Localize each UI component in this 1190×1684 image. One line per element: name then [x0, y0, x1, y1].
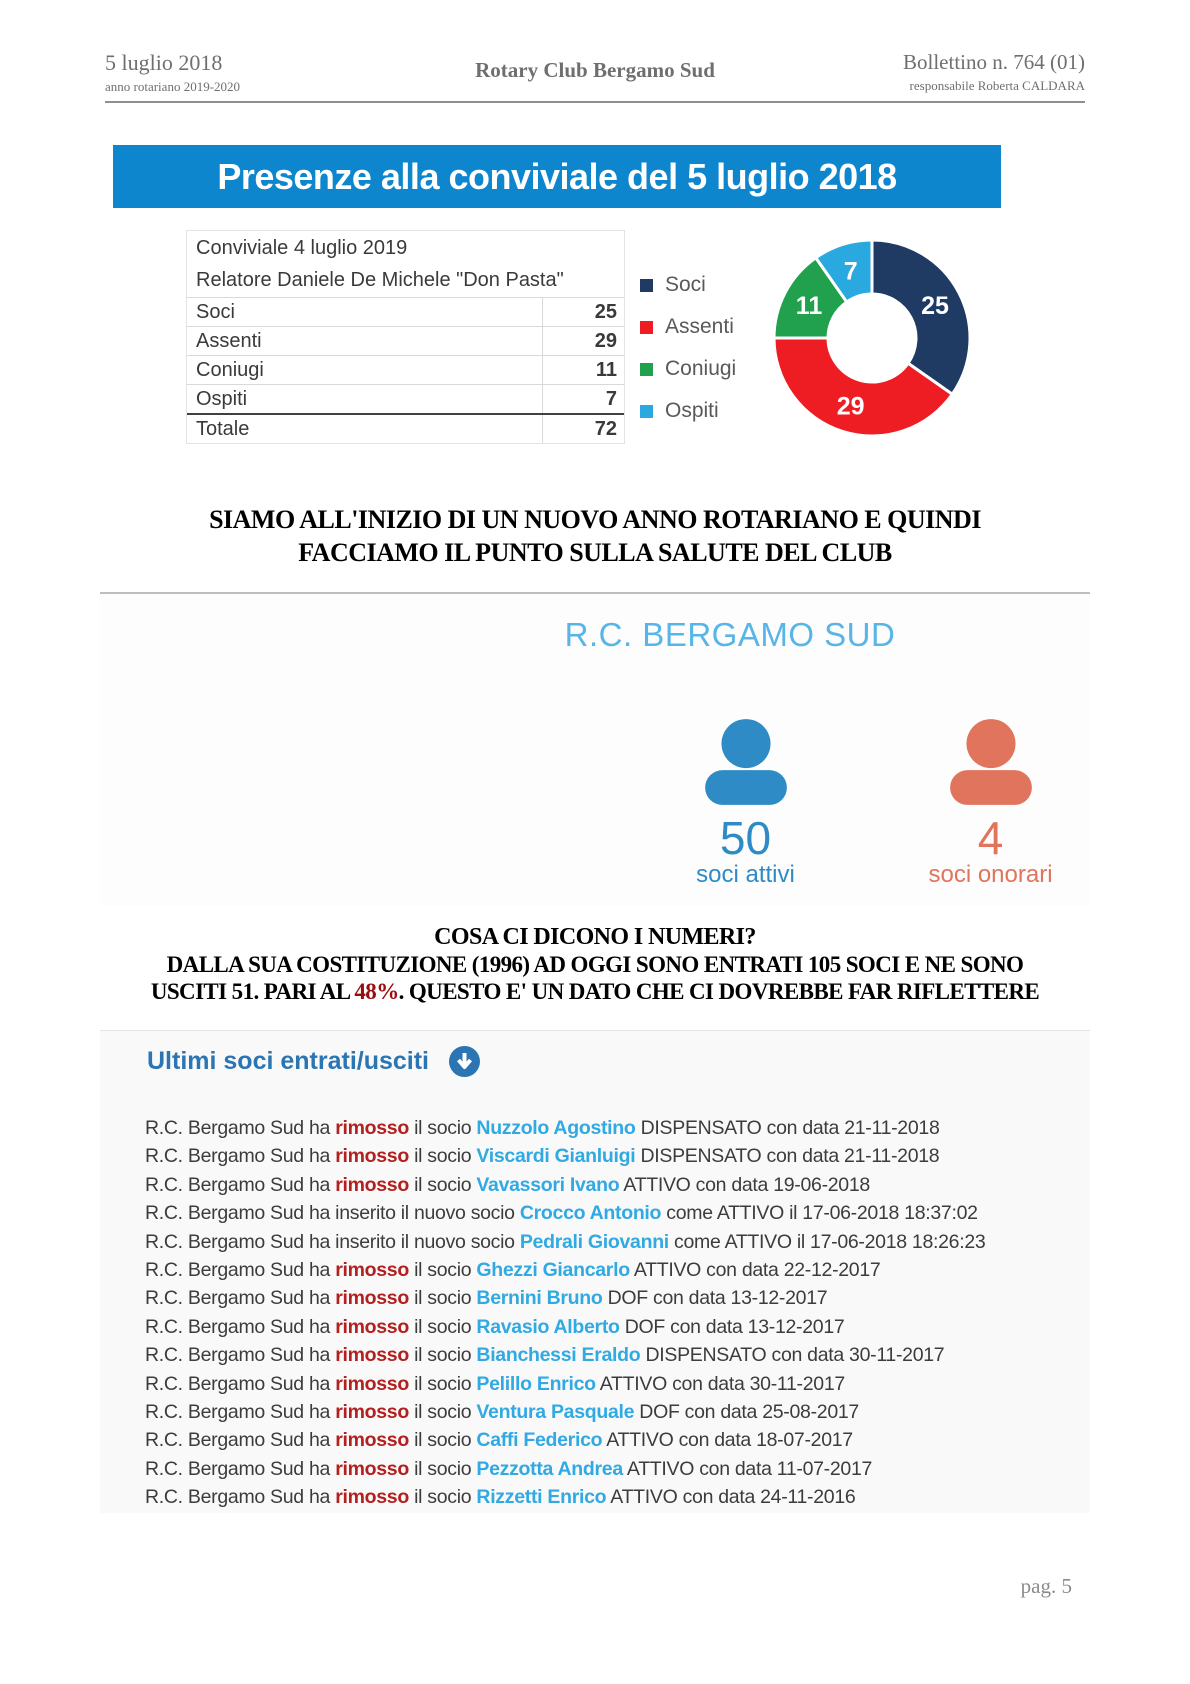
health-heading-line2: FACCIAMO IL PUNTO SULLA SALUTE DEL CLUB: [298, 538, 892, 567]
person-icon: [945, 718, 1037, 806]
feed-entry-details: ATTIVO con data 19-06-2018: [619, 1173, 870, 1196]
feed-entry-prefix: R.C. Bergamo Sud ha inserito il nuovo socio: [145, 1202, 520, 1225]
legend-label: Assenti: [665, 315, 734, 338]
feed-entry-details: come ATTIVO il 17-06-2018 18:26:23: [668, 1230, 986, 1253]
feed-entry-details: ATTIVO con data 22-12-2017: [629, 1259, 881, 1282]
legend-item-soci: [640, 264, 736, 306]
club-title: R.C. BERGAMO SUD: [564, 616, 896, 653]
feed-header: [147, 1046, 480, 1077]
feed-entry-action: rimosso: [335, 1315, 409, 1338]
feed-entry-details: DOF con data 13-12-2017: [602, 1287, 828, 1310]
feed-entry-mid: il socio: [408, 1315, 477, 1338]
page-number: pag. 5: [1020, 1574, 1072, 1598]
legend-swatch: [640, 405, 653, 418]
legend-swatch: [640, 363, 653, 376]
feed-entry-prefix: R.C. Bergamo Sud ha: [145, 1372, 336, 1395]
feed-entry-mid: il socio: [408, 1145, 477, 1168]
feed-entry-prefix: R.C. Bergamo Sud ha: [145, 1315, 336, 1338]
feed-entry: [145, 1228, 1105, 1256]
table-row: [187, 355, 624, 384]
feed-entry-details: ATTIVO con data 11-07-2017: [622, 1457, 873, 1480]
feed-entry: [145, 1426, 1105, 1454]
feed-entry-details: ATTIVO con data 30-11-2017: [595, 1372, 845, 1395]
feed-entry-prefix: R.C. Bergamo Sud ha: [145, 1173, 336, 1196]
feed-entry-member-name: Nuzzolo Agostino: [476, 1117, 636, 1139]
feed-entry-member-name: Vavassori Ivano: [476, 1173, 620, 1196]
feed-entry-member-name: Ghezzi Giancarlo: [476, 1259, 630, 1282]
row-label: Ospiti: [196, 388, 248, 410]
donut-value-label: 25: [921, 292, 949, 321]
legend-label: Soci: [665, 273, 706, 296]
feed-entry-details: DISPENSATO con data 21-11-2018: [635, 1145, 940, 1168]
row-label: Soci: [196, 301, 235, 323]
feed-entry-action: rimosso: [335, 1486, 409, 1509]
feed-entry-action: rimosso: [335, 1287, 409, 1310]
header-bulletin-number: Bollettino n. 764 (01): [903, 50, 1085, 74]
feed-title: Ultimi soci entrati/usciti: [147, 1047, 430, 1075]
feed-entry-details: DISPENSATO con data 21-11-2018: [635, 1117, 940, 1139]
feed-entry-mid: il socio: [408, 1372, 477, 1395]
feed-entry-member-name: Ravasio Alberto: [476, 1315, 620, 1338]
person-icon: [700, 718, 792, 806]
feed-entry-member-name: Ventura Pasquale: [476, 1401, 635, 1424]
feed-entry-action: rimosso: [335, 1344, 409, 1367]
feed-entry-mid: il socio: [408, 1457, 477, 1480]
chart-legend: [640, 264, 736, 432]
feed-entry-mid: il socio: [408, 1486, 477, 1509]
feed-entry-mid: il socio: [408, 1344, 477, 1367]
row-value: 7: [542, 385, 624, 413]
feed-entry-prefix: R.C. Bergamo Sud ha inserito il nuovo socio: [145, 1230, 520, 1253]
feed-entry-prefix: R.C. Bergamo Sud ha: [145, 1344, 336, 1367]
feed-entry-action: rimosso: [335, 1117, 409, 1139]
feed-entry-prefix: R.C. Bergamo Sud ha: [145, 1287, 336, 1310]
feed-entry-mid: il socio: [408, 1117, 477, 1139]
feed-entry-mid: il socio: [408, 1287, 477, 1310]
legend-item-ospiti: [640, 390, 736, 432]
header-date: 5 luglio 2018: [105, 50, 223, 75]
numbers-title: COSA CI DICONO I NUMERI?: [434, 924, 756, 950]
feed-entry-details: ATTIVO con data 18-07-2017: [602, 1429, 853, 1452]
row-value: 29: [542, 327, 624, 355]
row-label: Totale: [196, 418, 250, 440]
down-arrow-circle-icon[interactable]: [449, 1046, 480, 1077]
feed-entry-prefix: R.C. Bergamo Sud ha: [145, 1117, 336, 1139]
feed-entry-prefix: R.C. Bergamo Sud ha: [145, 1429, 336, 1452]
feed-entry: [145, 1171, 1105, 1199]
feed-entry-prefix: R.C. Bergamo Sud ha: [145, 1145, 336, 1168]
feed-entry-details: DOF con data 25-08-2017: [634, 1401, 859, 1424]
feed-entry-action: rimosso: [335, 1173, 409, 1196]
feed-entry-member-name: Bianchessi Eraldo: [476, 1344, 641, 1367]
feed-entry-details: DOF con data 13-12-2017: [619, 1315, 845, 1338]
feed-entry: [145, 1398, 1105, 1426]
feed-entry-action: rimosso: [335, 1429, 409, 1452]
feed-entry-mid: il socio: [408, 1173, 477, 1196]
feed-entry-details: come ATTIVO il 17-06-2018 18:37:02: [661, 1202, 978, 1225]
active-members-label: soci attivi: [696, 861, 795, 888]
feed-entry-prefix: R.C. Bergamo Sud ha: [145, 1486, 336, 1509]
legend-swatch: [640, 321, 653, 334]
feed-entry-member-name: Viscardi Gianluigi: [476, 1145, 636, 1168]
feed-entry-prefix: R.C. Bergamo Sud ha: [145, 1259, 336, 1282]
feed-entry: [145, 1142, 1105, 1170]
feed-entry: [145, 1114, 1105, 1142]
legend-label: Ospiti: [665, 399, 719, 422]
legend-item-coniugi: [640, 348, 736, 390]
numbers-line2: USCITI 51. PARI AL 48%. QUESTO E' UN DATO CHE CI DOVREBBE FAR RIFLETTERE: [150, 979, 1040, 1004]
legend-label: Coniugi: [665, 357, 737, 380]
feed-entry-mid: il socio: [408, 1259, 477, 1282]
conviviale-table: [186, 230, 625, 444]
table-row: [187, 384, 624, 413]
feed-entry-action: rimosso: [335, 1401, 409, 1424]
honorary-members-count: 4: [977, 812, 1004, 864]
feed-entry: [145, 1284, 1105, 1312]
conviviale-speaker: Relatore Daniele De Michele "Don Pasta": [196, 269, 564, 291]
numbers-line1: DALLA SUA COSTITUZIONE (1996) AD OGGI SONO ENTRATI 105 SOCI E NE SONO: [166, 952, 1024, 977]
section-banner: Presenze alla conviviale del 5 luglio 2018: [113, 145, 1001, 208]
health-heading-line1: SIAMO ALL'INIZIO DI UN NUOVO ANNO ROTARIANO E QUINDI: [209, 505, 981, 534]
row-value: 25: [542, 298, 624, 326]
attendance-donut-chart: [770, 236, 974, 440]
feed-entry-action: rimosso: [335, 1457, 409, 1480]
feed-entry: [145, 1256, 1105, 1284]
legend-swatch: [640, 279, 653, 292]
table-row: [187, 326, 624, 355]
donut-value-label: 7: [843, 257, 858, 286]
donut-value-label: 29: [836, 392, 865, 421]
feed-entry: [145, 1370, 1105, 1398]
feed-entry-member-name: Caffi Federico: [476, 1429, 603, 1452]
row-label: Assenti: [196, 330, 262, 352]
row-value: 72: [542, 415, 624, 443]
feed-entry-member-name: Rizzetti Enrico: [476, 1486, 607, 1509]
feed-entry-details: ATTIVO con data 24-11-2016: [606, 1486, 856, 1509]
feed-list: [145, 1114, 1105, 1512]
feed-entry-mid: il socio: [408, 1401, 477, 1424]
row-value: 11: [542, 356, 624, 384]
header-club-name: Rotary Club Bergamo Sud: [475, 58, 715, 82]
feed-entry-details: DISPENSATO con data 30-11-2017: [640, 1344, 945, 1367]
donut-value-label: 11: [795, 292, 823, 321]
feed-entry-member-name: Pelillo Enrico: [476, 1372, 596, 1395]
feed-entry-member-name: Crocco Antonio: [519, 1202, 662, 1225]
feed-entry-prefix: R.C. Bergamo Sud ha: [145, 1401, 336, 1424]
feed-entry-action: rimosso: [335, 1259, 409, 1282]
feed-entry-prefix: R.C. Bergamo Sud ha: [145, 1457, 336, 1480]
header-rule: [105, 101, 1085, 103]
feed-entry-mid: il socio: [408, 1429, 477, 1452]
feed-entry: [145, 1199, 1105, 1227]
numbers-commentary: [0, 924, 1190, 1005]
row-label: Coniugi: [196, 359, 264, 381]
legend-item-assenti: [640, 306, 736, 348]
feed-entry-action: rimosso: [335, 1372, 409, 1395]
feed-entry-action: rimosso: [335, 1145, 409, 1168]
active-members-count: 50: [719, 812, 772, 864]
table-row: [187, 413, 624, 443]
header-year-note: anno rotariano 2019-2020: [105, 79, 241, 94]
feed-entry: [145, 1341, 1105, 1369]
health-heading: [0, 503, 1190, 569]
feed-entry-member-name: Pezzotta Andrea: [476, 1457, 623, 1480]
header-right: [903, 50, 1085, 94]
feed-entry-member-name: Bernini Bruno: [476, 1287, 603, 1310]
feed-entry-member-name: Pedrali Giovanni: [519, 1230, 669, 1253]
honorary-members-label: soci onorari: [928, 861, 1053, 888]
honorary-members-figure: [903, 718, 1078, 888]
header-responsible: responsabile Roberta CALDARA: [909, 78, 1085, 93]
percentage-highlight: 48%: [354, 979, 399, 1004]
active-members-figure: [663, 718, 828, 888]
feed-entry: [145, 1483, 1105, 1511]
table-row: [187, 297, 624, 326]
conviviale-title: Conviviale 4 luglio 2019: [196, 237, 408, 259]
feed-entry: [145, 1313, 1105, 1341]
feed-entry: [145, 1455, 1105, 1483]
